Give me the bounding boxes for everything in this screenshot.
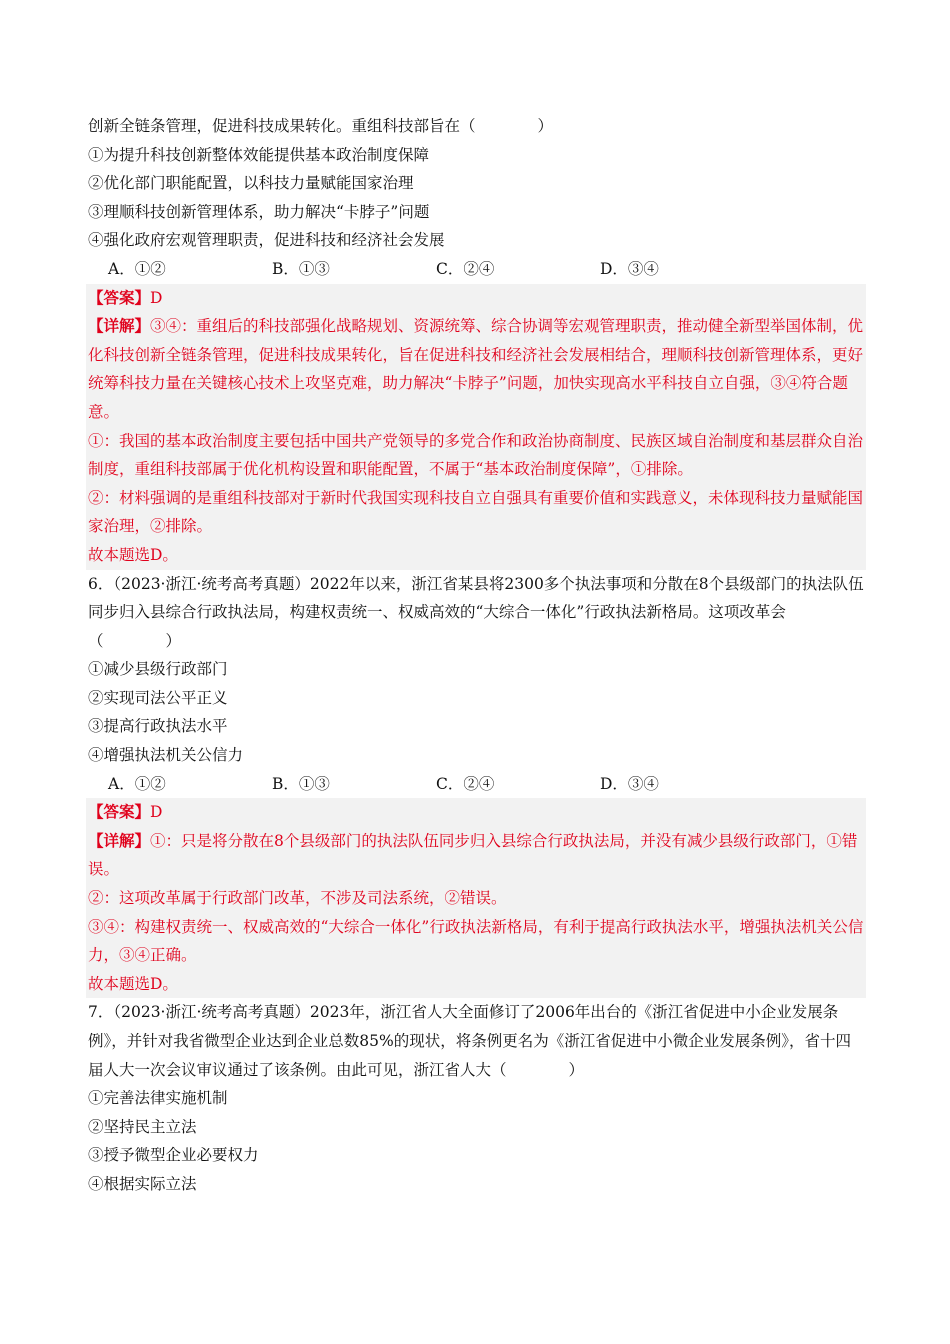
q6-answer bbox=[88, 798, 866, 827]
q6-detail-1-text: ①：只是将分散在8个县级部门的执法队伍同步归入县综合行政执法局，并没有减少县级行政部门，①错误。 bbox=[88, 831, 858, 879]
q6-option-c: C．②④ bbox=[436, 774, 495, 793]
q6-option-a: A．①② bbox=[108, 774, 166, 793]
q5-option-c: C．②④ bbox=[436, 259, 495, 278]
q5-detail-3: ②：材料强调的是重组科技部对于新时代我国实现科技自立自强具有重要价值和实践意义，未体现科技力量赋能国家治理，②排除。 bbox=[88, 488, 864, 536]
q6-answer-value: D bbox=[150, 803, 163, 822]
q5-item-1: ①为提升科技创新整体效能提供基本政治制度保障 bbox=[88, 145, 430, 164]
q5-answer bbox=[88, 284, 866, 313]
q5-answer-value: D bbox=[150, 288, 163, 307]
q5-options bbox=[88, 255, 864, 284]
q6-answer-block bbox=[86, 798, 866, 998]
q6-detail-1 bbox=[88, 827, 866, 884]
q6-item-3: ③提高行政执法水平 bbox=[88, 717, 228, 736]
q5-detail-conclusion: 故本题选D。 bbox=[88, 545, 178, 564]
q5-detail-1-text: ③④：重组后的科技部强化战略规划、资源统筹、综合协调等宏观管理职责，推动健全新型举国体制，优化科技创新全链条管理，促进科技成果转化，旨在促进科技和经济社会发展相结合，理顺科技创新管理体系，更好统筹科技力量在关键核心技术上攻坚克难，助力解决“卡脖子”问题，加快实现高水平科技自立自强，③④符合题意。 bbox=[88, 317, 864, 421]
q7-item-1: ①完善法律实施机制 bbox=[88, 1089, 228, 1108]
q5-detail-1 bbox=[88, 312, 866, 426]
q5-option-d: D．③④ bbox=[600, 259, 659, 278]
q7-item-3: ③授予微型企业必要权力 bbox=[88, 1146, 259, 1165]
q7-item-4: ④根据实际立法 bbox=[88, 1174, 197, 1193]
q5-item-4: ④强化政府宏观管理职责，促进科技和经济社会发展 bbox=[88, 231, 445, 250]
q6-detail-tag: 【详解】 bbox=[88, 830, 151, 850]
q6-item-4: ④增强执法机关公信力 bbox=[88, 746, 244, 765]
q6-stem: 6．（2023·浙江·统考高考真题）2022年以来，浙江省某县将2300多个执法事项和分散在8个县级部门的执法队伍同步归入县综合行政执法局，构建权责统一、权威高效的“大综合一体化”行政执法新格局。这项改革会（ ） bbox=[88, 574, 864, 650]
page-content bbox=[88, 112, 864, 1199]
q5-answer-tag: 【答案】 bbox=[88, 287, 151, 307]
q5-option-b: B．①③ bbox=[272, 259, 330, 278]
q7-item-2: ②坚持民主立法 bbox=[88, 1117, 197, 1136]
q5-stem-tail: 创新全链条管理，促进科技成果转化。重组科技部旨在（ ） bbox=[88, 117, 554, 135]
q6-detail-3: ③④：构建权责统一、权威高效的“大综合一体化”行政执法新格局，有利于提高行政执法水平，增强执法机关公信力，③④正确。 bbox=[88, 917, 864, 965]
q6-detail-conclusion: 故本题选D。 bbox=[88, 974, 178, 993]
q6-option-d: D．③④ bbox=[600, 774, 659, 793]
q6-option-b: B．①③ bbox=[272, 774, 330, 793]
q6-options bbox=[88, 770, 864, 799]
q5-item-3: ③理顺科技创新管理体系，助力解决“卡脖子”问题 bbox=[88, 202, 430, 221]
q6-item-1: ①减少县级行政部门 bbox=[88, 660, 228, 679]
q7-stem: 7．（2023·浙江·统考高考真题）2023年，浙江省人大全面修订了2006年出台的《浙江省促进中小企业发展条例》，并针对我省微型企业达到企业总数85%的现状，将条例更名为《浙江省促进中小微企业发展条例》，省十四届人大一次会议审议通过了该条例。由此可见，浙江省人大（ ） bbox=[88, 1003, 851, 1079]
q5-detail-2: ①：我国的基本政治制度主要包括中国共产党领导的多党合作和政治协商制度、民族区域自治制度和基层群众自治制度，重组科技部属于优化机构设置和职能配置，不属于“基本政治制度保障”，①排除。 bbox=[88, 431, 864, 479]
q5-option-a: A．①② bbox=[108, 259, 166, 278]
q5-item-2: ②优化部门职能配置，以科技力量赋能国家治理 bbox=[88, 174, 414, 193]
q6-detail-2: ②：这项改革属于行政部门改革，不涉及司法系统，②错误。 bbox=[88, 889, 507, 908]
q6-answer-tag: 【答案】 bbox=[88, 802, 151, 822]
q5-detail-tag: 【详解】 bbox=[88, 316, 151, 336]
q6-item-2: ②实现司法公平正义 bbox=[88, 688, 228, 707]
q5-answer-block bbox=[86, 284, 866, 570]
